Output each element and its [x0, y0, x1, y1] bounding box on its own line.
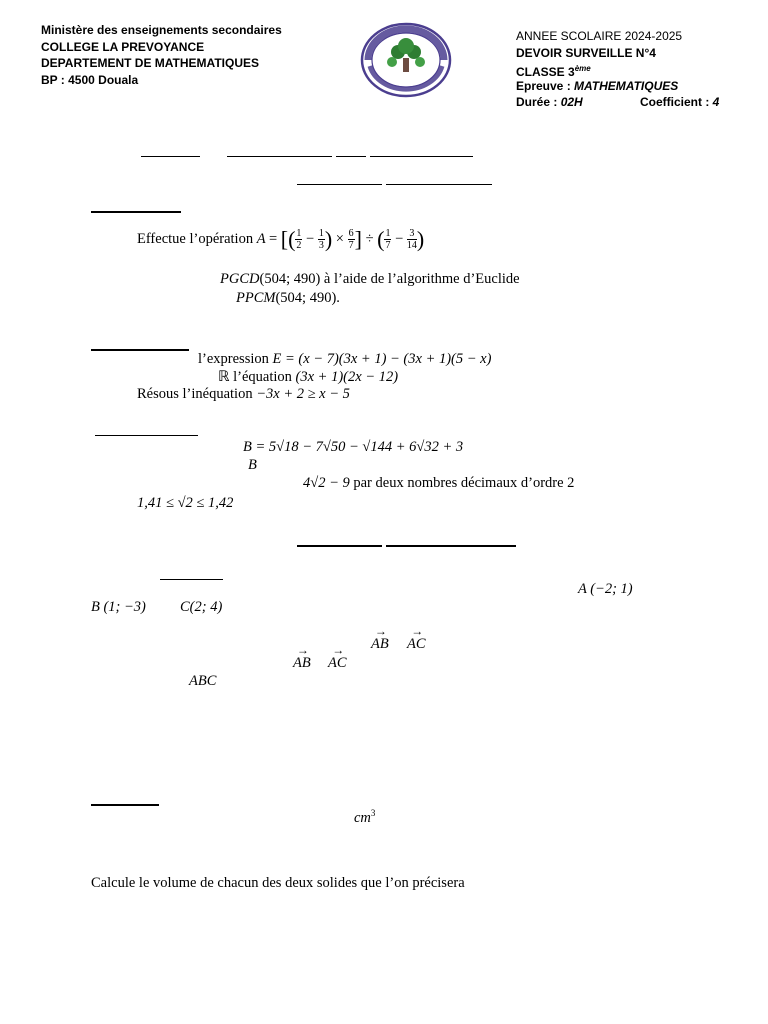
class-line: CLASSE 3ème: [516, 64, 591, 79]
title-rule-3: [336, 156, 366, 157]
point-b: B (1; −3): [91, 599, 146, 615]
vector-ac-1: → AC: [407, 636, 426, 653]
expression-line: l’expression E = (x − 7)(3x + 1) − (3x + 1)(5 − x): [198, 351, 492, 367]
point-c: C(2; 4): [180, 599, 223, 615]
subject-line: Epreuve : MATHEMATIQUES: [516, 78, 679, 93]
equation-line: ℝ l’équation (3x + 1)(2x − 12): [218, 369, 399, 385]
part2-rule-2: [386, 545, 516, 547]
school-logo: [360, 22, 452, 98]
title-rule-4: [370, 156, 473, 157]
title-rule-1: [141, 156, 200, 157]
coefficient-line: Coefficient : 4: [640, 95, 720, 109]
title-rule-2: [227, 156, 332, 157]
encadrement-line: 4√2 − 9 par deux nombres décimaux d’ordre 2: [303, 475, 575, 491]
vector-ab-2: → AB: [293, 655, 311, 672]
ppcm-line: PPCM(504; 490).: [236, 290, 340, 306]
volume-question: Calcule le volume de chacun des deux solides que l’on précisera: [91, 875, 465, 891]
expression-b: B = 5√18 − 7√50 − √144 + 6√32 + 3: [243, 439, 464, 455]
exercise4-heading-rule: [160, 579, 223, 580]
variable-b: B: [248, 457, 257, 473]
triangle-abc: ABC: [189, 673, 217, 689]
postal-address: BP : 4500 Douala: [41, 72, 139, 87]
exercise1-heading-rule: [91, 211, 181, 213]
pgcd-line: PGCD(504; 490) à l’aide de l’algorithme d’Euclide: [220, 271, 520, 287]
department-name: DEPARTEMENT DE MATHEMATIQUES: [41, 56, 259, 70]
school-name: COLLEGE LA PREVOYANCE: [41, 39, 205, 54]
inequation-line: Résous l’inéquation −3x + 2 ≥ x − 5: [137, 386, 350, 402]
exercise5-heading-rule: [91, 804, 159, 806]
ministry-line: Ministère des enseignements secondaires: [41, 23, 282, 37]
exercise3-heading-rule: [95, 435, 198, 436]
exam-title: DEVOIR SURVEILLE N°4: [516, 45, 656, 60]
operation-line: Effectue l’opération A = [( $\frac{1}{2}$ − $\frac{1}{3}$ ) × $\frac{6}{7}$ ] ÷ ( $\frac{1}{7}$ − $\frac{3}{14}$ ): [137, 226, 425, 252]
part2-rule-1: [297, 545, 382, 547]
vector-ab-1: → AB: [371, 636, 389, 653]
volume-unit: $cm^3$: [354, 808, 376, 826]
duration-line: Durée : 02H: [516, 95, 583, 109]
point-a: A (−2; 1): [578, 581, 633, 597]
subtitle-rule-1: [297, 184, 382, 185]
subtitle-rule-2: [386, 184, 492, 185]
vector-ac-2: → AC: [328, 655, 347, 672]
school-year: ANNEE SCOLAIRE 2024-2025: [516, 29, 683, 43]
exercise2-heading-rule: [91, 349, 189, 351]
sqrt2-bounds: 1,41 ≤ √2 ≤ 1,42: [137, 495, 234, 511]
